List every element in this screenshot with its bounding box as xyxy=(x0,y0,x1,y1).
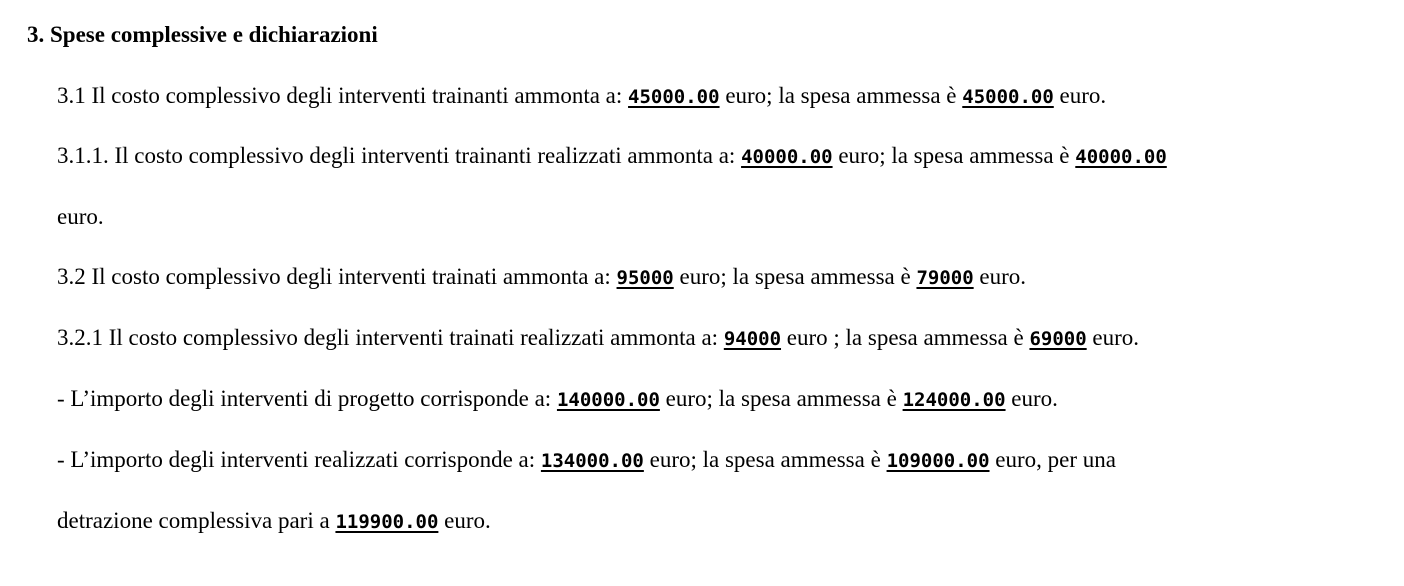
importo-progetto-text: - L’importo degli interventi di progetto corrisponde a: xyxy=(57,386,557,411)
paragraph-3-1-1 xyxy=(57,141,1167,172)
importo-realizzati-mid: euro; la spesa ammessa è xyxy=(643,447,887,472)
importo-realizzati-end: euro, per una xyxy=(989,447,1116,472)
paragraph-3-2-mid: euro; la spesa ammessa è xyxy=(673,264,917,289)
costo-trainanti-realizzati-value: 40000.00 xyxy=(741,146,833,168)
importo-progetto-mid: euro; la spesa ammessa è xyxy=(659,386,903,411)
paragraph-3-2-text: 3.2 Il costo complessivo degli interventi trainati ammonta a: xyxy=(57,264,617,289)
paragraph-3-1-1-continuation: euro. xyxy=(57,204,104,229)
paragraph-3-1-1-mid: euro; la spesa ammessa è xyxy=(832,143,1076,168)
paragraph-3-1-1-text: 3.1.1. Il costo complessivo degli interventi trainanti realizzati ammonta a: xyxy=(57,143,742,168)
paragraph-3-2-1-end: euro. xyxy=(1086,325,1140,350)
importo-progetto-value: 140000.00 xyxy=(556,389,660,411)
paragraph-3-2-end: euro. xyxy=(973,264,1027,289)
costo-trainanti-value: 45000.00 xyxy=(628,86,720,108)
spesa-trainati-value: 79000 xyxy=(916,267,974,289)
spesa-trainanti-value: 45000.00 xyxy=(962,86,1054,108)
paragraph-3-2-1-mid: euro ; la spesa ammessa è xyxy=(781,325,1030,350)
paragraph-3-1 xyxy=(57,81,1106,112)
section-heading: 3. Spese complessive e dichiarazioni xyxy=(27,22,378,47)
paragraph-3-1-text: 3.1 Il costo complessivo degli interventi trainanti ammonta a: xyxy=(57,83,629,108)
importo-progetto-line xyxy=(57,384,1058,415)
paragraph-3-1-mid: euro; la spesa ammessa è xyxy=(719,83,963,108)
detrazione-line xyxy=(57,506,491,537)
importo-realizzati-line xyxy=(57,445,1116,476)
costo-trainati-value: 95000 xyxy=(616,267,674,289)
importo-realizzati-value: 134000.00 xyxy=(540,450,644,472)
detrazione-text: detrazione complessiva pari a xyxy=(57,508,336,533)
paragraph-3-2 xyxy=(57,262,1026,293)
detrazione-end: euro. xyxy=(438,508,491,533)
paragraph-3-1-end: euro. xyxy=(1053,83,1107,108)
detrazione-value: 119900.00 xyxy=(335,511,439,533)
costo-trainati-realizzati-value: 94000 xyxy=(723,328,782,350)
paragraph-3-2-1 xyxy=(57,323,1139,354)
importo-progetto-end: euro. xyxy=(1005,386,1058,411)
spesa-realizzati-value: 109000.00 xyxy=(886,450,990,472)
paragraph-3-2-1-text: 3.2.1 Il costo complessivo degli interventi trainati realizzati ammonta a: xyxy=(57,325,724,350)
spesa-trainati-realizzati-value: 69000 xyxy=(1029,328,1087,350)
spesa-progetto-value: 124000.00 xyxy=(902,389,1006,411)
importo-realizzati-text: - L’importo degli interventi realizzati corrisponde a: xyxy=(57,447,541,472)
spesa-trainanti-realizzati-value: 40000.00 xyxy=(1075,146,1167,168)
